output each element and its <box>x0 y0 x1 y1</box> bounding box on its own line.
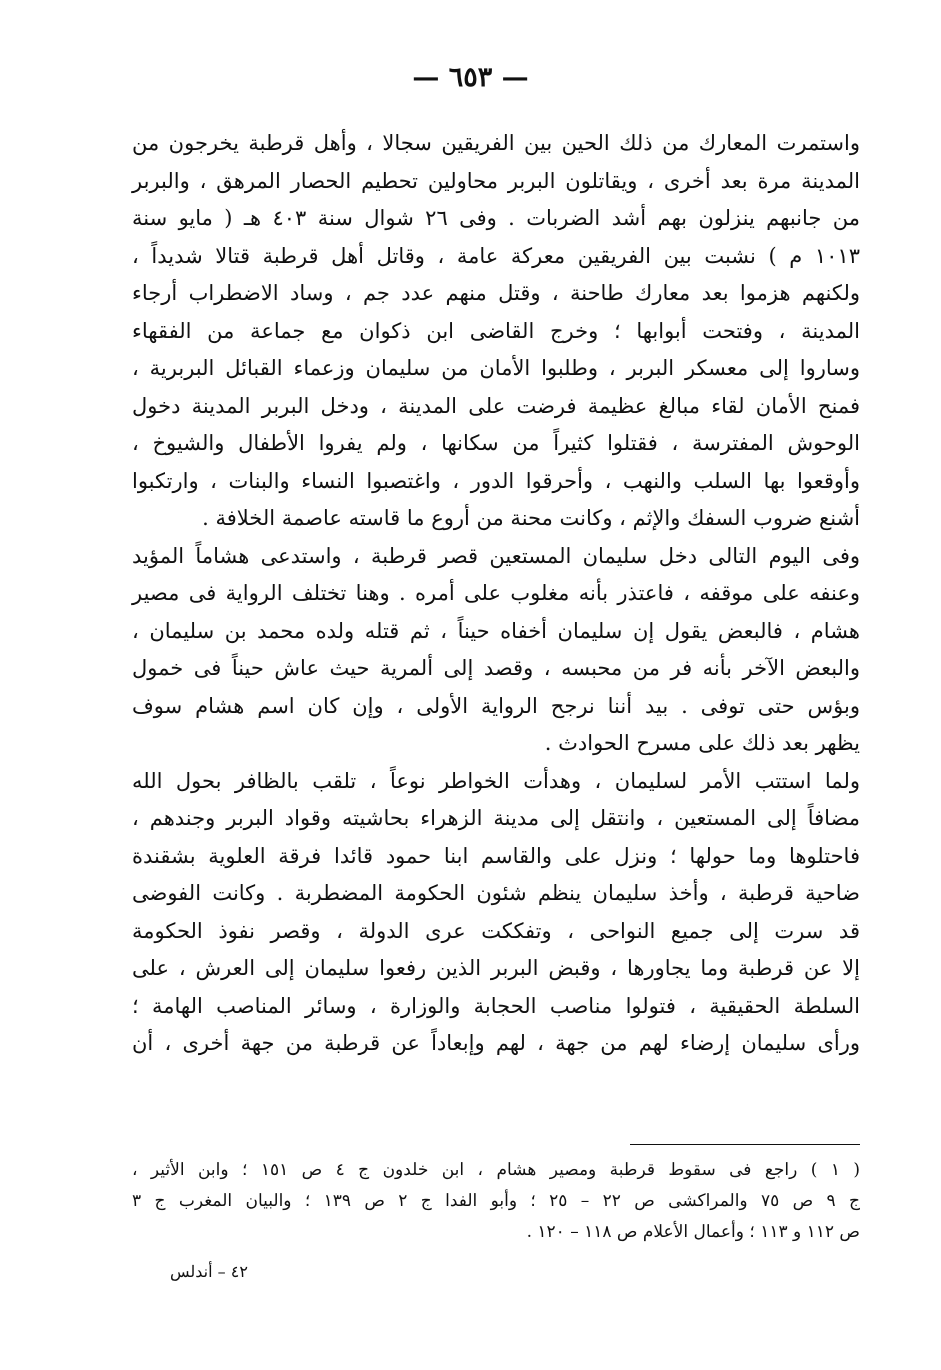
text-line: ضاحية قرطبة ، وأخذ سليمان ينظم شئون الحكومة المضطربة . وكانت الفوضى <box>132 881 860 905</box>
text-line: من جانبهم ينزلون بهم أشد الضربات . وفى ٢٦ شوال سنة ٤٠٣ هـ ( مايو سنة <box>132 206 860 230</box>
text-line: المدينة مرة بعد أخرى ، ويقاتلون البربر محاولين تحطيم الحصار المرهق ، والبربر <box>132 168 860 193</box>
paragraph <box>132 125 860 538</box>
text-line: وأوقعوا بها السلب والنهب ، وأحرقوا الدور ، واغتصبوا النساء والبنات ، وارتكبوا <box>132 468 860 493</box>
text-line: الوحوش المفترسة ، فقتلوا كثيراً من سكانها ، ولم يفروا الأطفال والشيوخ ، <box>132 431 860 455</box>
paragraph <box>132 538 860 763</box>
text-line: ورأى سليمان إرضاء لهم من جهة ، لهم وإبعاداً عن قرطبة من جهة أخرى ، أن <box>132 1031 860 1055</box>
footnote-line: ص ١١٢ و ١١٣ ؛ وأعمال الأعلام ص ١١٨ – ١٢٠ . <box>526 1222 860 1242</box>
text-line: يظهر بعد ذلك على مسرح الحوادث . <box>544 731 860 755</box>
text-line: ولكنهم هزموا بعد معارك طاحنة ، وقتل منهم عدد جم ، وساد الاضطراب أرجاء <box>132 281 860 305</box>
footnote-divider <box>630 1144 860 1145</box>
text-line: وبؤس حتى توفى . بيد أننا نرجح الرواية الأولى ، وإن كان اسم هشام سوف <box>132 693 860 718</box>
text-line: ١٠١٣ م ) نشبت بين الفريقين معركة عامة ، وقاتل أهل قرطبة قتالا شديداً ، <box>132 243 860 268</box>
footnote-line: ( ١ ) راجع فى سقوط قرطبة ومصير هشام ، ابن خلدون ج ٤ ص ١٥١ ؛ وابن الأثير ، <box>132 1160 860 1180</box>
page-number: — ٦٥٣ — <box>412 62 529 93</box>
text-line: هشام ، فالبعض يقول إن سليمان أخفاه حيناً ، ثم قتله ولده محمد بن سليمان ، <box>132 618 860 643</box>
text-line: المدينة ، وفتحت أبوابها ؛ وخرج القاضى ابن ذكوان مع جماعة من الفقهاء <box>132 318 860 343</box>
text-line: فمنح الأمان لقاء مبالغ عظيمة فرضت على المدينة ، ودخل البربر المدينة دخول <box>132 393 860 418</box>
text-line: والبعض الآخر بأنه فر من محبسه ، وقصد إلى ألمرية حيث عاش حيناً فى خمول <box>132 656 860 680</box>
text-line: قد سرت إلى جميع النواحى ، وتفككت عرى الدولة ، وقصر نفوذ الحكومة <box>132 918 860 943</box>
text-line: إلا عن قرطبة وما يجاورها ، وقبض البربر الذين رفعوا سليمان إلى العرش ، على <box>132 956 860 980</box>
text-line: فاحتلوها وما حولها ؛ ونزل على والقاسم ابنا حمود قائدا فرقة العلوية بشقندة <box>132 843 860 868</box>
text-line: مضافاً إلى المستعين ، وانتقل إلى مدينة الزهراء بحاشيته وقواد البربر وجندهم ، <box>132 806 860 830</box>
printer-signature: ٤٢ – أندلس <box>170 1262 248 1281</box>
paragraph <box>132 763 860 1063</box>
text-line: واستمرت المعارك من ذلك الحين بين الفريقين سجالا ، وأهل قرطبة يخرجون من <box>132 131 860 155</box>
text-line: وفى اليوم التالى دخل سليمان المستعين قصر قرطبة ، واستدعى هشاماً المؤيد <box>132 543 860 568</box>
text-line: وعنفه على موقفه ، فاعتذر بأنه مغلوب على أمره . وهنا تختلف الرواية فى مصير <box>132 581 860 605</box>
text-line: السلطة الحقيقية ، فتولوا مناصب الحجابة والوزارة ، وسائر المناصب الهامة ؛ <box>132 993 860 1018</box>
text-line: أشنع ضروب السفك والإثم ، وكانت محنة من أروع ما قاسته عاصمة الخلافة . <box>202 506 860 530</box>
text-line: وساروا إلى معسكر البربر ، وطلبوا الأمان من سليمان وزعماء القبائل البربرية ، <box>132 356 860 380</box>
text-line: ولما استتب الأمر لسليمان ، وهدأت الخواطر نوعاً ، تلقب بالظافر بحول الله <box>132 768 860 793</box>
footnotes <box>132 1155 860 1248</box>
footnote-line: ج ٩ ص ٧٥ والمراكشى ص ٢٢ – ٢٥ ؛ وأبو الفدا ج ٢ ص ١٣٩ ؛ والبيان المغرب ج ٣ <box>132 1191 860 1211</box>
main-text <box>132 125 860 1063</box>
